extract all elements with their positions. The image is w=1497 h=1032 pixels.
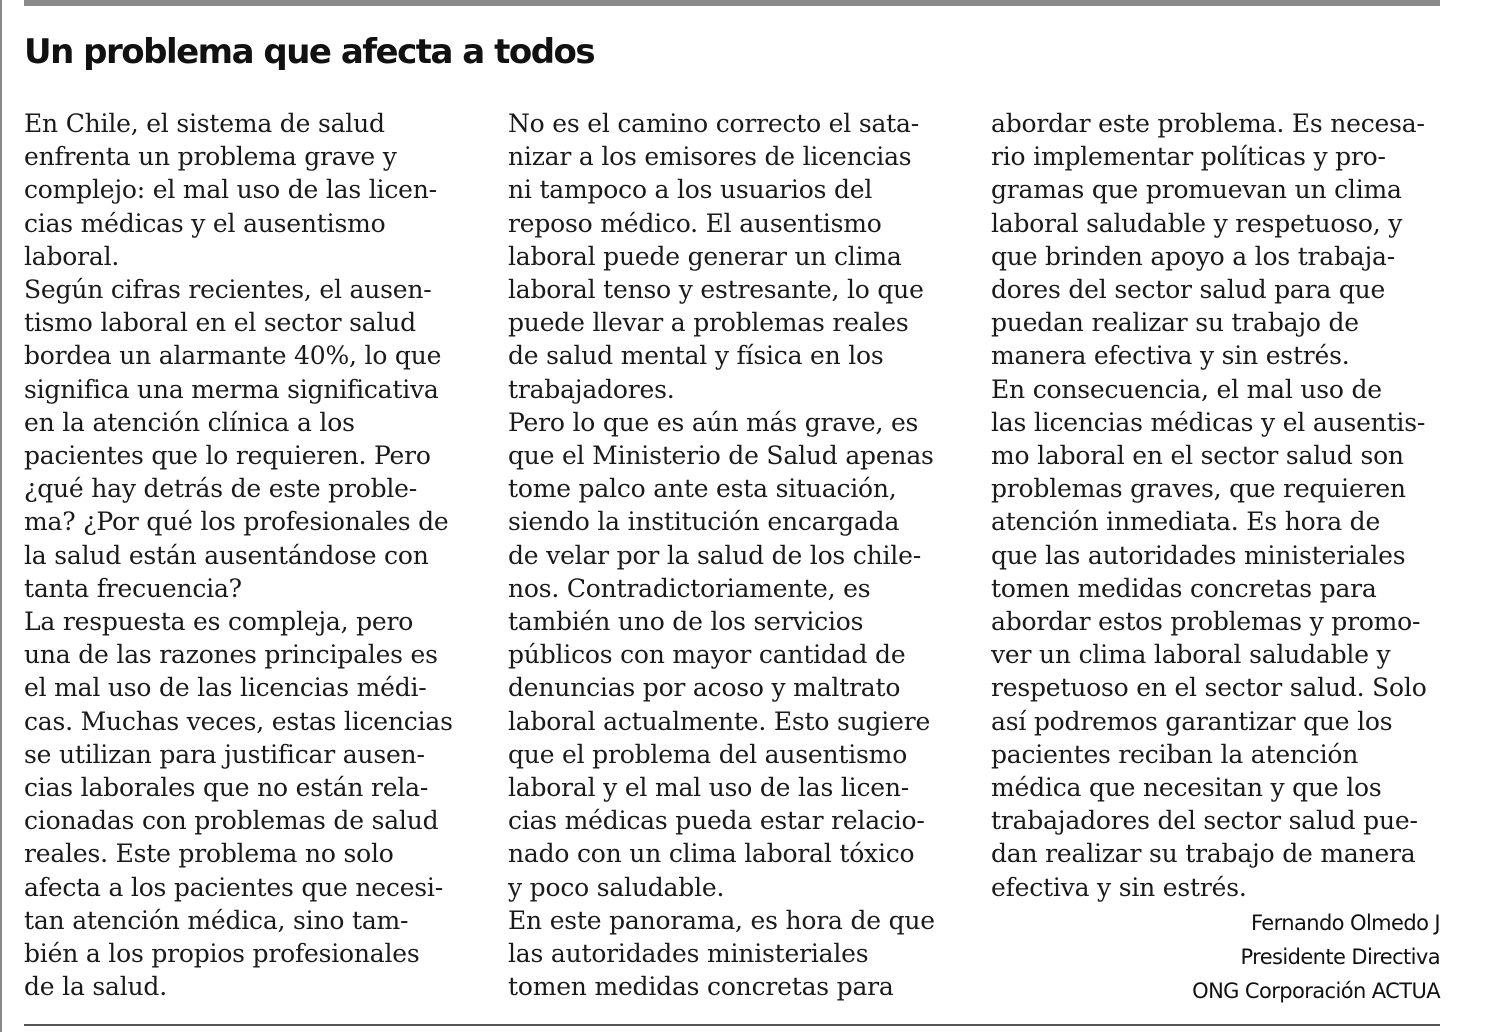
author-signature	[1192, 906, 1440, 1008]
text-line: mo laboral en el sector salud son	[991, 441, 1404, 471]
text-line: efectiva y sin estrés.	[991, 872, 1247, 902]
text-line: En consecuencia, el mal uso de	[991, 374, 1382, 404]
text-line: nado con un clima laboral tóxico	[508, 839, 915, 869]
text-line: significa una merma significativa	[24, 374, 439, 404]
text-line: tismo laboral en el sector salud	[24, 308, 416, 338]
text-line: enfrenta un problema grave y	[24, 142, 397, 172]
text-line: denuncias por acoso y maltrato	[508, 673, 901, 703]
text-line: cionadas con problemas de salud	[24, 806, 439, 836]
text-line: laboral actualmente. Esto sugiere	[508, 706, 931, 736]
text-line: respetuoso en el sector salud. Solo	[991, 673, 1427, 703]
text-line: que el problema del ausentismo	[508, 739, 908, 769]
text-line: manera efectiva y sin estrés.	[991, 341, 1350, 371]
text-line: las licencias médicas y el ausentis-	[991, 407, 1426, 437]
text-line: médica que necesitan y que los	[991, 773, 1382, 803]
text-line: de salud mental y física en los	[508, 341, 884, 371]
text-line: cias laborales que no están rela-	[24, 773, 429, 803]
text-line: En este panorama, es hora de que	[508, 905, 935, 935]
text-line: dan realizar su trabajo de manera	[991, 839, 1416, 869]
text-line: en la atención clínica a los	[24, 407, 355, 437]
text-line: No es el camino correcto el sata-	[508, 109, 919, 138]
text-line: trabajadores.	[508, 374, 675, 404]
text-line: de la salud.	[24, 972, 167, 1002]
text-line: y poco saludable.	[508, 872, 725, 902]
text-line: puede llevar a problemas reales	[508, 308, 909, 338]
text-line: tan atención médica, sino tam-	[24, 905, 409, 935]
text-line: complejo: el mal uso de las licen-	[24, 175, 437, 205]
text-line: de velar por la salud de los chile-	[508, 540, 921, 570]
text-line: puedan realizar su trabajo de	[991, 308, 1359, 338]
text-line: gramas que promuevan un clima	[991, 175, 1402, 205]
text-line: laboral y el mal uso de las licen-	[508, 773, 910, 803]
author-role: Presidente Directiva	[1240, 945, 1440, 969]
text-line: las autoridades ministeriales	[508, 939, 869, 969]
text-line: también uno de los servicios	[508, 607, 864, 637]
text-line: nos. Contradictoriamente, es	[508, 573, 871, 603]
top-rule	[24, 0, 1440, 6]
text-line: trabajadores del sector salud pue-	[991, 806, 1418, 836]
text-line: cias médicas pueda estar relacio-	[508, 806, 925, 836]
text-line: tome palco ante esta situación,	[508, 474, 897, 504]
text-line: pacientes reciban la atención	[991, 739, 1359, 769]
text-line: se utilizan para justificar ausen-	[24, 739, 425, 769]
article-column-2	[508, 107, 974, 1003]
text-line: laboral puede generar un clima	[508, 241, 902, 271]
text-line: así podremos garantizar que los	[991, 706, 1393, 736]
text-line: tomen medidas concretas para	[508, 972, 894, 1002]
text-line: ¿qué hay detrás de este proble-	[24, 474, 418, 504]
text-line: En Chile, el sistema de salud	[24, 109, 385, 138]
left-border-rule	[0, 0, 2, 1032]
text-line: bordea un alarmante 40%, lo que	[24, 341, 442, 371]
text-line: tanta frecuencia?	[24, 573, 242, 603]
text-line: rio implementar políticas y pro-	[991, 142, 1386, 172]
text-line: bién a los propios profesionales	[24, 939, 420, 969]
text-line: reposo médico. El ausentismo	[508, 208, 882, 238]
text-line: que brinden apoyo a los trabaja-	[991, 241, 1396, 271]
bottom-rule	[24, 1024, 1440, 1026]
text-line: una de las razones principales es	[24, 640, 438, 670]
article-column-3	[991, 107, 1441, 904]
text-line: atención inmediata. Es hora de	[991, 507, 1381, 537]
text-line: problemas graves, que requieren	[991, 474, 1406, 504]
text-line: que el Ministerio de Salud apenas	[508, 441, 934, 471]
text-line: Pero lo que es aún más grave, es	[508, 407, 919, 437]
text-line: ni tampoco a los usuarios del	[508, 175, 873, 205]
author-name: Fernando Olmedo J	[1250, 911, 1440, 935]
text-line: tomen medidas concretas para	[991, 573, 1377, 603]
text-line: reales. Este problema no solo	[24, 839, 394, 869]
article-column-1	[24, 107, 492, 1003]
text-line: laboral.	[24, 241, 120, 271]
author-organization: ONG Corporación ACTUA	[1192, 979, 1440, 1003]
text-line: afecta a los pacientes que necesi-	[24, 872, 443, 902]
text-line: pacientes que lo requieren. Pero	[24, 441, 431, 471]
text-line: siendo la institución encargada	[508, 507, 900, 537]
text-line: el mal uso de las licencias médi-	[24, 673, 427, 703]
text-line: nizar a los emisores de licencias	[508, 142, 912, 172]
text-line: públicos con mayor cantidad de	[508, 640, 906, 670]
text-line: dores del sector salud para que	[991, 275, 1386, 305]
text-line: que las autoridades ministeriales	[991, 540, 1406, 570]
text-line: Según cifras recientes, el ausen-	[24, 275, 432, 305]
text-line: ma? ¿Por qué los profesionales de	[24, 507, 449, 537]
text-line: cias médicas y el ausentismo	[24, 208, 386, 238]
text-line: laboral saludable y respetuoso, y	[991, 208, 1403, 238]
article-headline: Un problema que afecta a todos	[24, 32, 595, 72]
text-line: abordar este problema. Es necesa-	[991, 109, 1425, 138]
text-line: ver un clima laboral saludable y	[991, 640, 1391, 670]
text-line: la salud están ausentándose con	[24, 540, 429, 570]
text-line: abordar estos problemas y promo-	[991, 607, 1421, 637]
text-line: La respuesta es compleja, pero	[24, 607, 414, 637]
text-line: laboral tenso y estresante, lo que	[508, 275, 924, 305]
text-line: cas. Muchas veces, estas licencias	[24, 706, 453, 736]
